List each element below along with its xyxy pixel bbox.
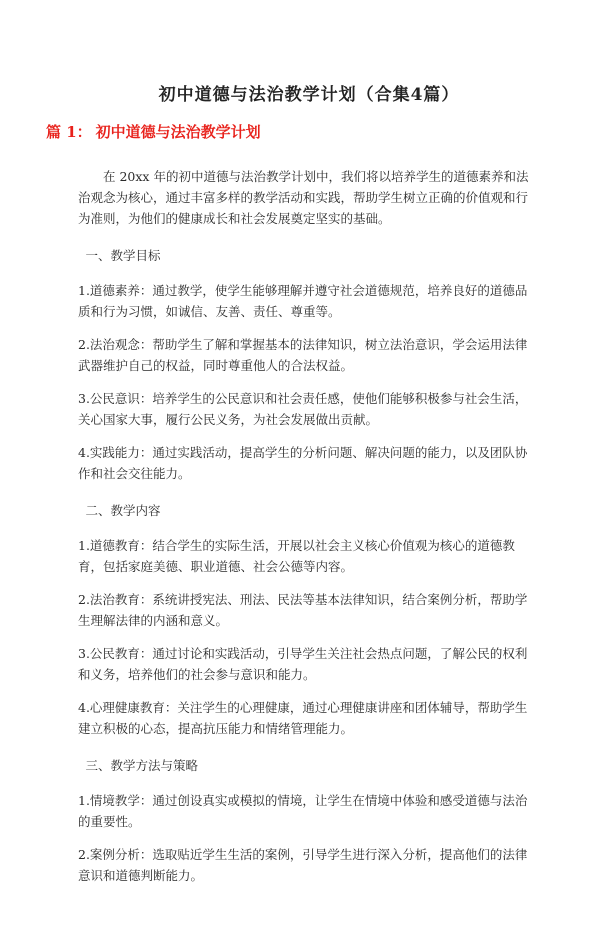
list-item: 3.公民意识：培养学生的公民意识和社会责任感，使他们能够积极参与社会生活，关心国家大事，履行公民义务，为社会发展做出贡献。 <box>78 391 528 427</box>
part-heading-content: 二、教学内容 <box>85 503 161 518</box>
list-item: 4.心理健康教育：关注学生的心理健康，通过心理健康讲座和团体辅导，帮助学生建立积极的心态，提高抗压能力和情绪管理能力。 <box>78 700 528 736</box>
section-title: 初中道德与法治教学计划 <box>95 123 261 141</box>
list-item: 1.情境教学：通过创设真实或模拟的情境，让学生在情境中体验和感受道德与法治的重要性。 <box>78 793 528 829</box>
part-heading-goals: 一、教学目标 <box>85 248 161 263</box>
list-item: 2.案例分析：选取贴近学生生活的案例，引导学生进行深入分析，提高他们的法律意识和道德判断能力。 <box>78 847 528 883</box>
list-item: 2.法治教育：系统讲授宪法、刑法、民法等基本法律知识，结合案例分析，帮助学生理解法律的内涵和意义。 <box>78 592 528 628</box>
document-title: 初中道德与法治教学计划（合集4篇） <box>158 85 460 105</box>
section-label: 篇 1： <box>46 123 92 141</box>
list-item: 2.法治观念：帮助学生了解和掌握基本的法律知识，树立法治意识，学会运用法律武器维护自己的权益，同时尊重他人的合法权益。 <box>78 337 528 373</box>
part-heading-methods: 三、教学方法与策略 <box>85 758 199 773</box>
intro-paragraph: 在 20xx 年的初中道德与法治教学计划中，我们将以培养学生的道德素养和法治观念为核心，通过丰富多样的教学活动和实践，帮助学生树立正确的价值观和行为准则，为他们的健康成长和社会发展奠定坚实的基础。 <box>78 169 529 226</box>
list-item: 1.道德素养：通过教学，使学生能够理解并遵守社会道德规范，培养良好的道德品质和行为习惯，如诚信、友善、责任、尊重等。 <box>78 283 528 319</box>
list-item: 3.公民教育：通过讨论和实践活动，引导学生关注社会热点问题，了解公民的权利和义务，培养他们的社会参与意识和能力。 <box>78 646 528 682</box>
list-item: 1.道德教育：结合学生的实际生活，开展以社会主义核心价值观为核心的道德教育，包括家庭美德、职业道德、社会公德等内容。 <box>78 538 515 574</box>
list-item: 4.实践能力：通过实践活动，提高学生的分析问题、解决问题的能力，以及团队协作和社会交往能力。 <box>78 445 528 481</box>
section-heading <box>46 121 530 142</box>
document-page <box>0 80 600 929</box>
